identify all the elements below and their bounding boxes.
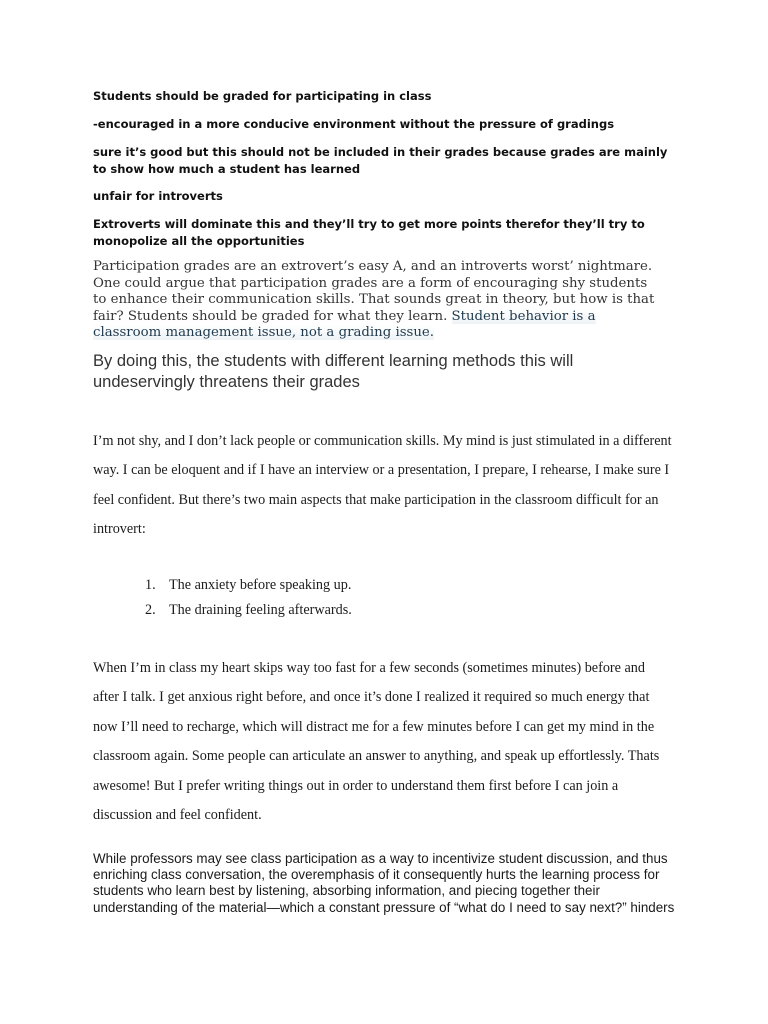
notes-title: Students should be graded for participating in class — [93, 89, 432, 103]
quote-text: Participation grades are an extrovert’s easy A, and an introverts worst’ nightmare. One could argue that participation grades are a form of encouraging shy students to enhance their communication skills. That sounds great in theory, but how is that fair? Students should be graded for what they learn. — [93, 259, 655, 324]
quote-highlight: Student behavior is a classroom management issue, not a grading issue. — [93, 308, 596, 340]
body-paragraph-3: While professors may see class participation as a way to incentivize student discussion, and thus enriching class conversation, the overemphasis of it consequently hurts the learning process for students who learn best by listening, absorbing information, and piecing together their understanding of the material—which a constant pressure of “what do I need to say next?” hinders — [93, 851, 675, 915]
notes-point-2: sure it’s good but this should not be included in their grades because grades are mainly to show how much a student has learned — [93, 145, 668, 176]
list-item-number: 1. — [145, 577, 156, 593]
numbered-list — [145, 573, 352, 623]
list-item-number: 2. — [145, 602, 156, 618]
body-paragraph-2: When I’m in class my heart skips way too fast for a few seconds (sometimes minutes) before and after I talk. I get anxious right before, and once it’s done I realized it required so much energy that now I’ll need to recharge, which will distract me for a few minutes before I can get my mind in the classroom again. Some people can articulate an answer to anything, and speak up effortlessly. Thats awesome! But I prefer writing things out in order to understand them first before I can join a discussion and feel confident. — [93, 660, 660, 824]
body-paragraph-1: I’m not shy, and I don’t lack people or communication skills. My mind is just stimulated in a different way. I can be eloquent and if I have an interview or a presentation, I prepare, I rehearse, I make sure I feel confident. But there’s two main aspects that make participation in the classroom difficult for an introvert: — [93, 433, 672, 538]
list-item-text: The draining feeling afterwards. — [169, 602, 352, 618]
notes-point-1: -encouraged in a more conducive environment without the pressure of gradings — [93, 117, 615, 131]
notes-point-3: unfair for introverts — [93, 189, 223, 203]
list-item — [145, 573, 352, 598]
list-item — [145, 598, 352, 623]
list-item-text: The anxiety before speaking up. — [169, 577, 352, 593]
quoted-paragraph — [93, 259, 659, 342]
lead-statement: By doing this, the students with different learning methods this will undeservingly threatens their grades — [93, 352, 574, 391]
notes-point-4: Extroverts will dominate this and they’ll try to get more points therefor they’ll try to monopolize all the opportunities — [93, 217, 645, 248]
